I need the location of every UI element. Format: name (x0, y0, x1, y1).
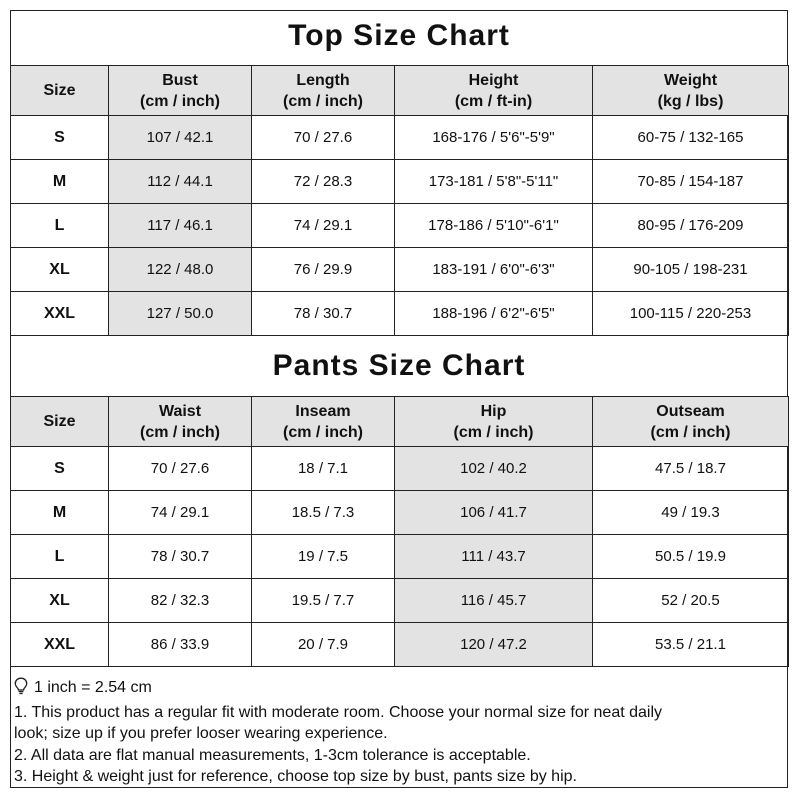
note-line: 1. This product has a regular fit with moderate room. Choose your normal size for neat daily (14, 703, 663, 721)
table-header-row (11, 66, 789, 116)
table-header-row (11, 397, 789, 447)
size-cell: L (11, 204, 109, 248)
size-cell: M (11, 160, 109, 204)
waist-cell: 78 / 30.7 (109, 535, 252, 579)
lightbulb-icon (14, 677, 28, 702)
waist-cell: 82 / 32.3 (109, 579, 252, 623)
inseam-cell: 20 / 7.9 (252, 623, 395, 667)
length-cell: 74 / 29.1 (252, 204, 395, 248)
table-row (11, 579, 789, 623)
bust-cell: 117 / 46.1 (109, 204, 252, 248)
waist-cell: 74 / 29.1 (109, 491, 252, 535)
size-cell: XL (11, 248, 109, 292)
column-header-hip: Hip (cm / inch) (395, 397, 593, 447)
length-cell: 78 / 30.7 (252, 292, 395, 336)
top-chart-title: Top Size Chart (288, 19, 510, 52)
height-cell: 183-191 / 6'0"-6'3" (395, 248, 593, 292)
table-row (11, 160, 789, 204)
weight-cell: 80-95 / 176-209 (593, 204, 789, 248)
column-header-size: Size (11, 397, 109, 447)
size-cell: S (11, 116, 109, 160)
size-cell: M (11, 491, 109, 535)
table-row (11, 204, 789, 248)
table-row (11, 491, 789, 535)
table-row (11, 292, 789, 336)
column-header-size: Size (11, 66, 109, 116)
note-line: 2. All data are flat manual measurements, 1-3cm tolerance is acceptable. (14, 746, 531, 764)
outseam-cell: 50.5 / 19.9 (593, 535, 789, 579)
bust-cell: 107 / 42.1 (109, 116, 252, 160)
hip-cell: 116 / 45.7 (395, 579, 593, 623)
waist-cell: 86 / 33.9 (109, 623, 252, 667)
length-cell: 72 / 28.3 (252, 160, 395, 204)
size-notes (14, 677, 784, 788)
top-size-table (10, 65, 789, 336)
column-header-length: Length (cm / inch) (252, 66, 395, 116)
size-cell: XL (11, 579, 109, 623)
outseam-cell: 52 / 20.5 (593, 579, 789, 623)
bust-cell: 127 / 50.0 (109, 292, 252, 336)
length-cell: 76 / 29.9 (252, 248, 395, 292)
hip-cell: 120 / 47.2 (395, 623, 593, 667)
inseam-cell: 18.5 / 7.3 (252, 491, 395, 535)
inseam-cell: 19 / 7.5 (252, 535, 395, 579)
weight-cell: 100-115 / 220-253 (593, 292, 789, 336)
inseam-cell: 18 / 7.1 (252, 447, 395, 491)
height-cell: 178-186 / 5'10"-6'1" (395, 204, 593, 248)
hip-cell: 102 / 40.2 (395, 447, 593, 491)
size-cell: S (11, 447, 109, 491)
column-header-bust: Bust (cm / inch) (109, 66, 252, 116)
size-cell: XXL (11, 623, 109, 667)
weight-cell: 90-105 / 198-231 (593, 248, 789, 292)
hip-cell: 111 / 43.7 (395, 535, 593, 579)
hip-cell: 106 / 41.7 (395, 491, 593, 535)
table-row (11, 623, 789, 667)
size-cell: XXL (11, 292, 109, 336)
size-cell: L (11, 535, 109, 579)
height-cell: 173-181 / 5'8"-5'11" (395, 160, 593, 204)
outseam-cell: 47.5 / 18.7 (593, 447, 789, 491)
outseam-cell: 49 / 19.3 (593, 491, 789, 535)
table-row (11, 535, 789, 579)
pants-chart-title: Pants Size Chart (272, 349, 526, 382)
waist-cell: 70 / 27.6 (109, 447, 252, 491)
column-header-outseam: Outseam (cm / inch) (593, 397, 789, 447)
column-header-height: Height (cm / ft-in) (395, 66, 593, 116)
height-cell: 168-176 / 5'6"-5'9" (395, 116, 593, 160)
note-line: look; size up if you prefer looser wearing experience. (14, 725, 388, 742)
bust-cell: 112 / 44.1 (109, 160, 252, 204)
table-row (11, 248, 789, 292)
weight-cell: 70-85 / 154-187 (593, 160, 789, 204)
column-header-weight: Weight (kg / lbs) (593, 66, 789, 116)
bust-cell: 122 / 48.0 (109, 248, 252, 292)
inseam-cell: 19.5 / 7.7 (252, 579, 395, 623)
column-header-waist: Waist (cm / inch) (109, 397, 252, 447)
length-cell: 70 / 27.6 (252, 116, 395, 160)
note-line: 3. Height & weight just for reference, choose top size by bust, pants size by hip. (14, 768, 577, 785)
weight-cell: 60-75 / 132-165 (593, 116, 789, 160)
height-cell: 188-196 / 6'2"-6'5" (395, 292, 593, 336)
table-row (11, 116, 789, 160)
table-row (11, 447, 789, 491)
column-header-inseam: Inseam (cm / inch) (252, 397, 395, 447)
outseam-cell: 53.5 / 21.1 (593, 623, 789, 667)
conversion-note: 1 inch = 2.54 cm (14, 677, 784, 702)
pants-size-table (10, 396, 789, 667)
